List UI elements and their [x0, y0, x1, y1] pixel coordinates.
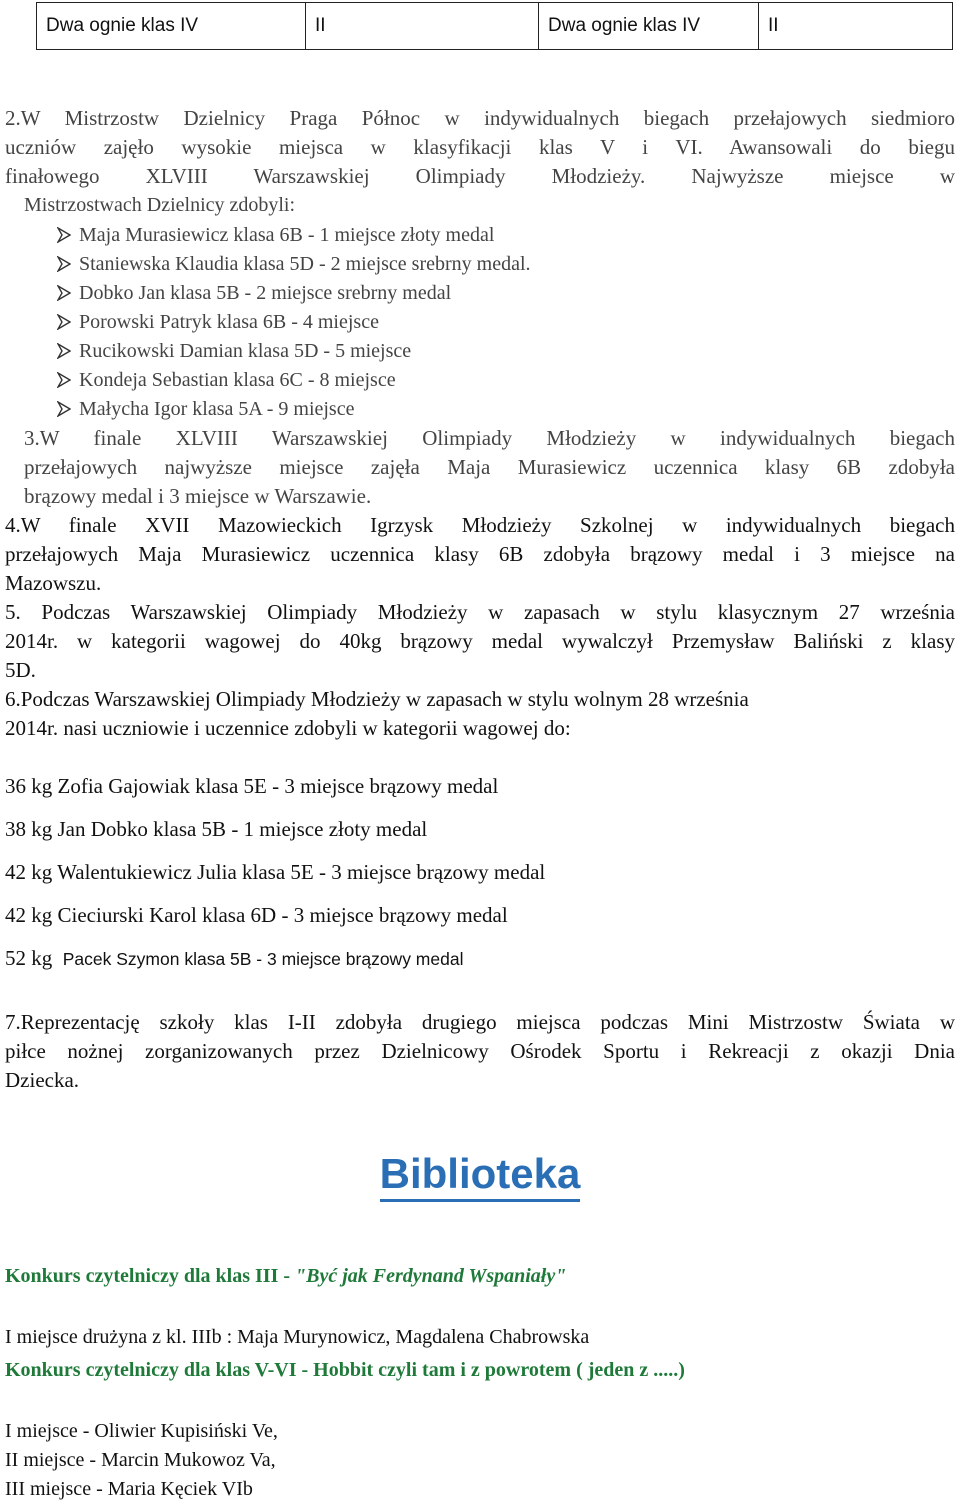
list-item: [57, 250, 531, 278]
list-item: [57, 337, 411, 365]
list-item: [57, 279, 451, 307]
paragraph-line: przełajowych najwyższe miejsce zajęła Maja Murasiewicz uczennica klasy 6B zdobyła: [24, 455, 955, 479]
table-cell: Dwa ognie klas IV: [37, 3, 306, 50]
paragraph-line: 7.Reprezentację szkoły klas I-II zdobyła drugiego miejsca podczas Mini Mistrzostw Świata w: [5, 1010, 955, 1034]
contest-result: I miejsce drużyna z kl. IIIb : Maja Murynowicz, Magdalena Chabrowska: [5, 1326, 590, 1348]
paragraph-line: finałowego XLVIII Warszawskiej Olimpiady Młodzieży. Najwyższe miejsce w: [5, 164, 955, 188]
arrow-bullet-icon: [57, 366, 71, 394]
library-heading: [0, 1150, 960, 1198]
table-cell: II: [306, 3, 539, 50]
contest-heading: Konkurs czytelniczy dla klas V-VI - Hobbit czyli tam i z powrotem ( jeden z .....): [5, 1359, 685, 1381]
paragraph-line: 6.Podczas Warszawskiej Olimpiady Młodzieży w zapasach w stylu wolnym 28 września: [5, 687, 749, 711]
paragraph-line: 3.W finale XLVIII Warszawskiej Olimpiady Młodzieży w indywidualnych biegach: [24, 426, 955, 450]
paragraph-line: 2014r. w kategorii wagowej do 40kg brązowy medal wywalczył Przemysław Baliński z klasy: [5, 629, 955, 653]
list-item-text: Małycha Igor klasa 5A - 9 miejsce: [79, 398, 355, 420]
arrow-bullet-icon: [57, 279, 71, 307]
list-item-text: Kondeja Sebastian klasa 6C - 8 miejsce: [79, 369, 396, 391]
contest-heading: [5, 1262, 566, 1290]
contest-heading-text: Konkurs czytelniczy dla klas III -: [5, 1265, 296, 1287]
contest-result: I miejsce - Oliwier Kupisiński Ve,: [5, 1420, 278, 1442]
paragraph-line: brązowy medal i 3 miejsce w Warszawie.: [24, 484, 372, 508]
paragraph-line: 4.W finale XVII Mazowieckich Igrzysk Młodzieży Szkolnej w indywidualnych biegach: [5, 513, 955, 537]
list-item-text: Maja Murasiewicz klasa 6B - 1 miejsce złoty medal: [79, 224, 495, 246]
arrow-bullet-icon: [57, 250, 71, 278]
weight-prefix: 52 kg: [5, 946, 53, 970]
list-item-text: Rucikowski Damian klasa 5D - 5 miejsce: [79, 340, 412, 362]
list-item-text: Porowski Patryk klasa 6B - 4 miejsce: [79, 311, 379, 333]
paragraph-line: Mistrzostwach Dzielnicy zdobyli:: [24, 194, 296, 216]
list-item: [57, 308, 379, 336]
weight-result: [5, 944, 463, 973]
table-cell: II: [759, 3, 953, 50]
list-item-text: Dobko Jan klasa 5B - 2 miejsce srebrny medal: [79, 282, 452, 304]
list-item: [57, 395, 354, 423]
paragraph-line: piłce nożnej zorganizowanych przez Dzielnicowy Ośrodek Sportu i Rekreacji z okazji Dnia: [5, 1039, 955, 1063]
paragraph-line: 2014r. nasi uczniowie i uczennice zdobyli w kategorii wagowej do:: [5, 716, 571, 740]
contest-title: "Być jak Ferdynand Wspaniały": [295, 1265, 567, 1287]
paragraph-line: Mazowszu.: [5, 571, 102, 595]
weight-result: 42 kg Walentukiewicz Julia klasa 5E - 3 miejsce brązowy medal: [5, 860, 546, 884]
contest-result: III miejsce - Maria Kęciek VIb: [5, 1478, 253, 1500]
arrow-bullet-icon: [57, 395, 71, 423]
paragraph-line: 2.W Mistrzostw Dzielnicy Praga Północ w indywidualnych biegach przełajowych siedmioro: [5, 106, 955, 130]
weight-result: 38 kg Jan Dobko klasa 5B - 1 miejsce złoty medal: [5, 817, 428, 841]
arrow-bullet-icon: [57, 221, 71, 249]
list-item: [57, 366, 396, 394]
results-table: [36, 2, 953, 50]
paragraph-line: Dziecka.: [5, 1068, 80, 1092]
paragraph-line: 5D.: [5, 658, 36, 682]
paragraph-line: przełajowych Maja Murasiewicz uczennica klasy 6B zdobyła brązowy medal i 3 miejsce na: [5, 542, 955, 566]
table-row: [37, 3, 953, 50]
paragraph-line: uczniów zajęło wysokie miejsca w klasyfikacji klas V i VI. Awansowali do biegu: [5, 135, 955, 159]
table-cell: Dwa ognie klas IV: [539, 3, 759, 50]
contest-result: II miejsce - Marcin Mukowoz Va,: [5, 1449, 276, 1471]
library-heading-text: Biblioteka: [380, 1150, 581, 1202]
weight-result: 36 kg Zofia Gajowiak klasa 5E - 3 miejsce brązowy medal: [5, 774, 499, 798]
paragraph-line: 5. Podczas Warszawskiej Olimpiady Młodzieży w zapasach w stylu klasycznym 27 września: [5, 600, 955, 624]
weight-result: 42 kg Cieciurski Karol klasa 6D - 3 miejsce brązowy medal: [5, 903, 508, 927]
list-item: [57, 221, 494, 249]
arrow-bullet-icon: [57, 308, 71, 336]
arrow-bullet-icon: [57, 337, 71, 365]
weight-text: Pacek Szymon klasa 5B - 3 miejsce brązowy medal: [62, 949, 464, 969]
list-item-text: Staniewska Klaudia klasa 5D - 2 miejsce srebrny medal.: [79, 253, 531, 275]
